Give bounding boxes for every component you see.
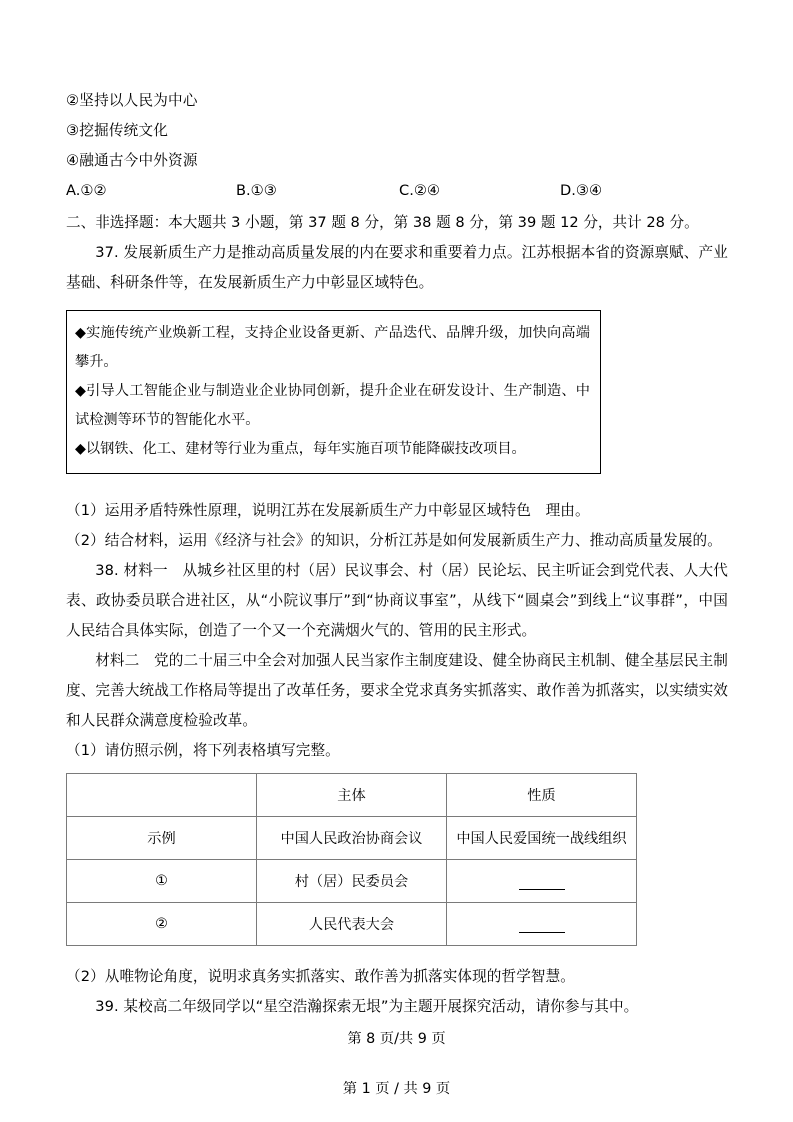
material-bullet-1: ◆实施传统产业焕新工程，支持企业设备更新、产品迭代、品牌升级，加快向高端攀升。 [75,325,590,370]
page-content [66,86,728,1022]
answer-choice-c[interactable]: C.②④ [399,182,440,199]
table-row [67,860,637,903]
page-footer-note: 第 8 页/共 9 页 [347,1031,446,1047]
table-cell-row1-label: ① [67,860,257,903]
table-cell-row2-nature-blank[interactable] [447,903,637,946]
table-header-subject: 主体 [257,774,447,817]
table-row [67,903,637,946]
question-37-stem: 37. 发展新质生产力是推动高质量发展的内在要求和重要着力点。江苏根据本省的资源禀赋、产业基础、科研条件等，在发展新质生产力中彰显区域特色。 [66,244,728,291]
answer-choice-row [66,176,728,206]
question-38-sub-1: （1）请仿照示例，将下列表格填写完整。 [66,742,340,759]
question-37-sub-1: （1）运用矛盾特殊性原理，说明江苏在发展新质生产力中彰显区域特色 理由。 [66,502,590,519]
table-header-row [67,774,637,817]
table-cell-example-subject: 中国人民政治协商会议 [257,817,447,860]
question-39-stem: 39. 某校高二年级同学以“星空浩瀚探索无垠”为主题开展探究活动，请你参与其中。 [95,998,639,1015]
fill-in-blank[interactable] [519,922,565,933]
table-cell-example-nature: 中国人民爱国统一战线组织 [447,817,637,860]
question-38-material-two: 材料二 党的二十届三中全会对加强人民当家作主制度建设、健全协商民主机制、健全基层民主制度、完善大统战工作格局等提出了改革任务，要求全党求真务实抓落实、敢作善为抓落实，以实绩实效和人民群众满意度检验改革。 [66,652,728,729]
spacer [66,474,728,496]
option-item-4: ④融通古今中外资源 [66,152,198,169]
table-cell-row2-label: ② [67,903,257,946]
material-bullet-2: ◆引导人工智能企业与制造业企业协同创新，提升企业在研发设计、生产制造、中试检测等环节的智能化水平。 [75,383,590,428]
question-38-sub-2: （2）从唯物论角度，说明求真务实抓落实、敢作善为抓落实体现的哲学智慧。 [66,968,575,985]
material-bullet-3: ◆以钢铁、化工、建材等行业为重点，每年实施百项节能降碳技改项目。 [75,441,526,457]
table-row [67,817,637,860]
answer-choice-d[interactable]: D.③④ [560,182,603,199]
section-heading: 二、非选择题：本大题共 3 小题，第 37 题 8 分，第 38 题 8 分，第 39 题 12 分，共计 28 分。 [66,214,699,231]
page-footer-number: 第 1 页 / 共 9 页 [342,1081,451,1097]
table-cell-row1-subject: 村（居）民委员会 [257,860,447,903]
question-37-sub-2: （2）结合材料，运用《经济与社会》的知识，分析江苏是如何发展新质生产力、推动高质量发展的。 [66,532,722,549]
table-header-blank [67,774,257,817]
question-37-material-box [66,310,601,474]
fill-in-blank[interactable] [519,879,565,890]
answer-choice-b[interactable]: B.①③ [236,182,277,199]
option-item-3: ③挖掘传统文化 [66,122,169,139]
table-cell-example-label: 示例 [67,817,257,860]
table-header-nature: 性质 [447,774,637,817]
option-item-2: ②坚持以人民为中心 [66,92,198,109]
table-cell-row2-subject: 人民代表大会 [257,903,447,946]
question-38-material-one: 38. 材料一 从城乡社区里的村（居）民议事会、村（居）民论坛、民主听证会到党代表、人大代表、政协委员联合进社区，从“小院议事厅”到“协商议事室”，从线下“圆桌会”到线上“议事群”，中国人民结合具体实际，创造了一个又一个充满烟火气的、管用的民主形式。 [66,562,728,639]
question-38-table [66,773,637,946]
table-cell-row1-nature-blank[interactable] [447,860,637,903]
spacer [66,946,728,962]
answer-choice-a[interactable]: A.①② [66,182,107,199]
